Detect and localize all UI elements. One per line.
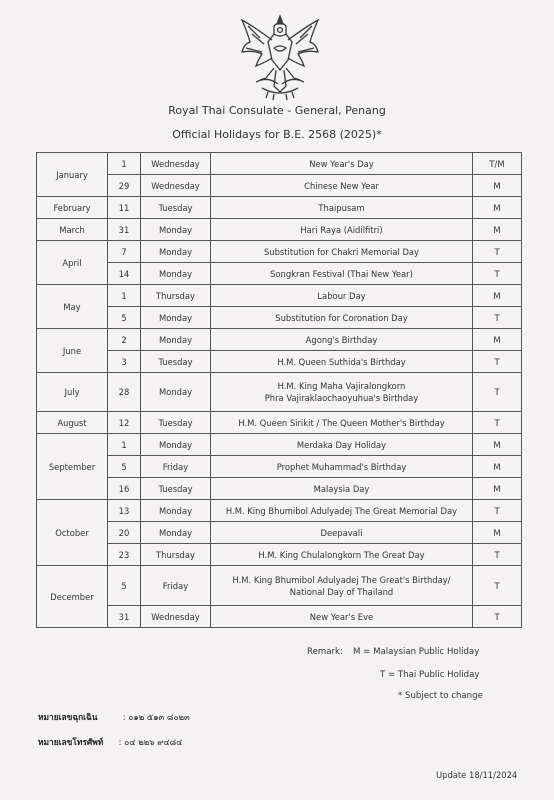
table-row <box>37 434 522 456</box>
weekday-cell: Tuesday <box>141 412 211 434</box>
month-label: October <box>37 500 108 566</box>
garuda-emblem-icon <box>238 12 322 102</box>
day-cell: 2 <box>108 329 141 351</box>
table-row <box>37 351 522 373</box>
holiday-name: New Year's Eve <box>211 606 473 628</box>
day-cell: 5 <box>108 307 141 329</box>
table-row <box>37 544 522 566</box>
holiday-type: T <box>473 351 522 373</box>
update-date: Update 18/11/2024 <box>436 770 518 780</box>
month-label: July <box>37 373 108 412</box>
table-row <box>37 219 522 241</box>
consulate-name: Royal Thai Consulate - General, Penang <box>168 104 386 117</box>
table-row <box>37 606 522 628</box>
weekday-cell: Monday <box>141 307 211 329</box>
emergency-number-row <box>38 710 190 724</box>
table-row <box>37 478 522 500</box>
holiday-type: M <box>473 285 522 307</box>
holiday-type: M <box>473 197 522 219</box>
remark-label: Remark: <box>307 647 343 657</box>
table-row <box>37 329 522 351</box>
day-cell: 31 <box>108 219 141 241</box>
holiday-name: Agong's Birthday <box>211 329 473 351</box>
table-row <box>37 522 522 544</box>
day-cell: 7 <box>108 241 141 263</box>
holiday-name: New Year's Day <box>211 153 473 175</box>
holiday-type: T/M <box>473 153 522 175</box>
table-row <box>37 153 522 175</box>
weekday-cell: Friday <box>141 456 211 478</box>
holiday-type: T <box>473 263 522 285</box>
holiday-name-line: National Day of Thailand <box>289 586 394 597</box>
weekday-cell: Monday <box>141 500 211 522</box>
day-cell: 23 <box>108 544 141 566</box>
table-row <box>37 197 522 219</box>
holiday-name: Chinese New Year <box>211 175 473 197</box>
month-label: April <box>37 241 108 285</box>
day-cell: 11 <box>108 197 141 219</box>
holiday-type: T <box>473 412 522 434</box>
holiday-name: Prophet Muhammad's Birthday <box>211 456 473 478</box>
holiday-name: Thaipusam <box>211 197 473 219</box>
holiday-type: M <box>473 329 522 351</box>
remark-malaysian: M = Malaysian Public Holiday <box>353 647 480 657</box>
phone-label: หมายเลขโทรศัพท์ <box>38 737 104 747</box>
table-row <box>37 241 522 263</box>
holiday-table <box>36 152 522 628</box>
holiday-name: H.M. King Bhumibol Adulyadej The Great Memorial Day <box>211 500 473 522</box>
day-cell: 1 <box>108 153 141 175</box>
weekday-cell: Tuesday <box>141 197 211 219</box>
holiday-type: T <box>473 566 522 606</box>
holiday-name-line: H.M. King Maha Vajiralongkorn <box>277 381 406 391</box>
month-label: January <box>37 153 108 197</box>
holiday-name: Malaysia Day <box>211 478 473 500</box>
table-row <box>37 456 522 478</box>
weekday-cell: Monday <box>141 219 211 241</box>
holiday-type: M <box>473 522 522 544</box>
holiday-name <box>211 566 473 606</box>
weekday-cell: Friday <box>141 566 211 606</box>
day-cell: 13 <box>108 500 141 522</box>
holiday-name: Deepavali <box>211 522 473 544</box>
holiday-name: H.M. Queen Sirikit / The Queen Mother's Birthday <box>211 412 473 434</box>
weekday-cell: Thursday <box>141 285 211 307</box>
month-label: August <box>37 412 108 434</box>
table-row <box>37 285 522 307</box>
table-row <box>37 307 522 329</box>
day-cell: 12 <box>108 412 141 434</box>
remark-subject-to-change: * Subject to change <box>398 691 483 701</box>
holiday-type: T <box>473 241 522 263</box>
holiday-name: Labour Day <box>211 285 473 307</box>
weekday-cell: Monday <box>141 241 211 263</box>
month-label: September <box>37 434 108 500</box>
month-label: May <box>37 285 108 329</box>
emergency-number: : ๐๑๒ ๕๑๓ ๘๐๒๓ <box>122 712 190 722</box>
holiday-type: M <box>473 456 522 478</box>
holiday-type: M <box>473 434 522 456</box>
weekday-cell: Monday <box>141 434 211 456</box>
holiday-type: M <box>473 175 522 197</box>
day-cell: 14 <box>108 263 141 285</box>
holiday-name-line: Phra Vajiraklaochaoyuhua's Birthday <box>264 393 419 403</box>
holiday-name <box>211 373 473 412</box>
weekday-cell: Monday <box>141 373 211 412</box>
weekday-cell: Wednesday <box>141 175 211 197</box>
page-title: Official Holidays for B.E. 2568 (2025)* <box>172 128 382 141</box>
month-label: March <box>37 219 108 241</box>
table-row <box>37 500 522 522</box>
holiday-type: M <box>473 219 522 241</box>
table-row <box>37 412 522 434</box>
table-row <box>37 373 522 412</box>
holiday-type: T <box>473 373 522 412</box>
weekday-cell: Tuesday <box>141 478 211 500</box>
table-row <box>37 263 522 285</box>
holiday-name-line: H.M. King Bhumibol Adulyadej The Great's Birthday/ <box>232 574 451 585</box>
day-cell: 5 <box>108 456 141 478</box>
phone-number-row <box>38 735 182 749</box>
holiday-type: T <box>473 500 522 522</box>
weekday-cell: Thursday <box>141 544 211 566</box>
holiday-name: Substitution for Chakri Memorial Day <box>211 241 473 263</box>
holiday-name: H.M. Queen Suthida's Birthday <box>211 351 473 373</box>
remark-thai: T = Thai Public Holiday <box>380 670 480 680</box>
table-row <box>37 566 522 606</box>
weekday-cell: Monday <box>141 263 211 285</box>
month-label: February <box>37 197 108 219</box>
weekday-cell: Tuesday <box>141 351 211 373</box>
day-cell: 29 <box>108 175 141 197</box>
day-cell: 16 <box>108 478 141 500</box>
day-cell: 20 <box>108 522 141 544</box>
day-cell: 31 <box>108 606 141 628</box>
day-cell: 5 <box>108 566 141 606</box>
month-label: December <box>37 566 108 628</box>
weekday-cell: Monday <box>141 329 211 351</box>
holiday-name: Substitution for Coronation Day <box>211 307 473 329</box>
holiday-name: Songkran Festival (Thai New Year) <box>211 263 473 285</box>
weekday-cell: Wednesday <box>141 606 211 628</box>
holiday-type: M <box>473 478 522 500</box>
holiday-type: T <box>473 544 522 566</box>
day-cell: 1 <box>108 434 141 456</box>
month-label: June <box>37 329 108 373</box>
holiday-name: Hari Raya (Aidilfitri) <box>211 219 473 241</box>
holiday-type: T <box>473 307 522 329</box>
day-cell: 28 <box>108 373 141 412</box>
table-row <box>37 175 522 197</box>
day-cell: 1 <box>108 285 141 307</box>
weekday-cell: Monday <box>141 522 211 544</box>
phone-number: : ๐๔ ๒๒๖ ๙๔๘๔ <box>118 737 183 747</box>
emergency-label: หมายเลขฉุกเฉิน <box>38 712 98 722</box>
holiday-name: Merdaka Day Holiday <box>211 434 473 456</box>
holiday-type: T <box>473 606 522 628</box>
day-cell: 3 <box>108 351 141 373</box>
weekday-cell: Wednesday <box>141 153 211 175</box>
holiday-name: H.M. King Chulalongkorn The Great Day <box>211 544 473 566</box>
